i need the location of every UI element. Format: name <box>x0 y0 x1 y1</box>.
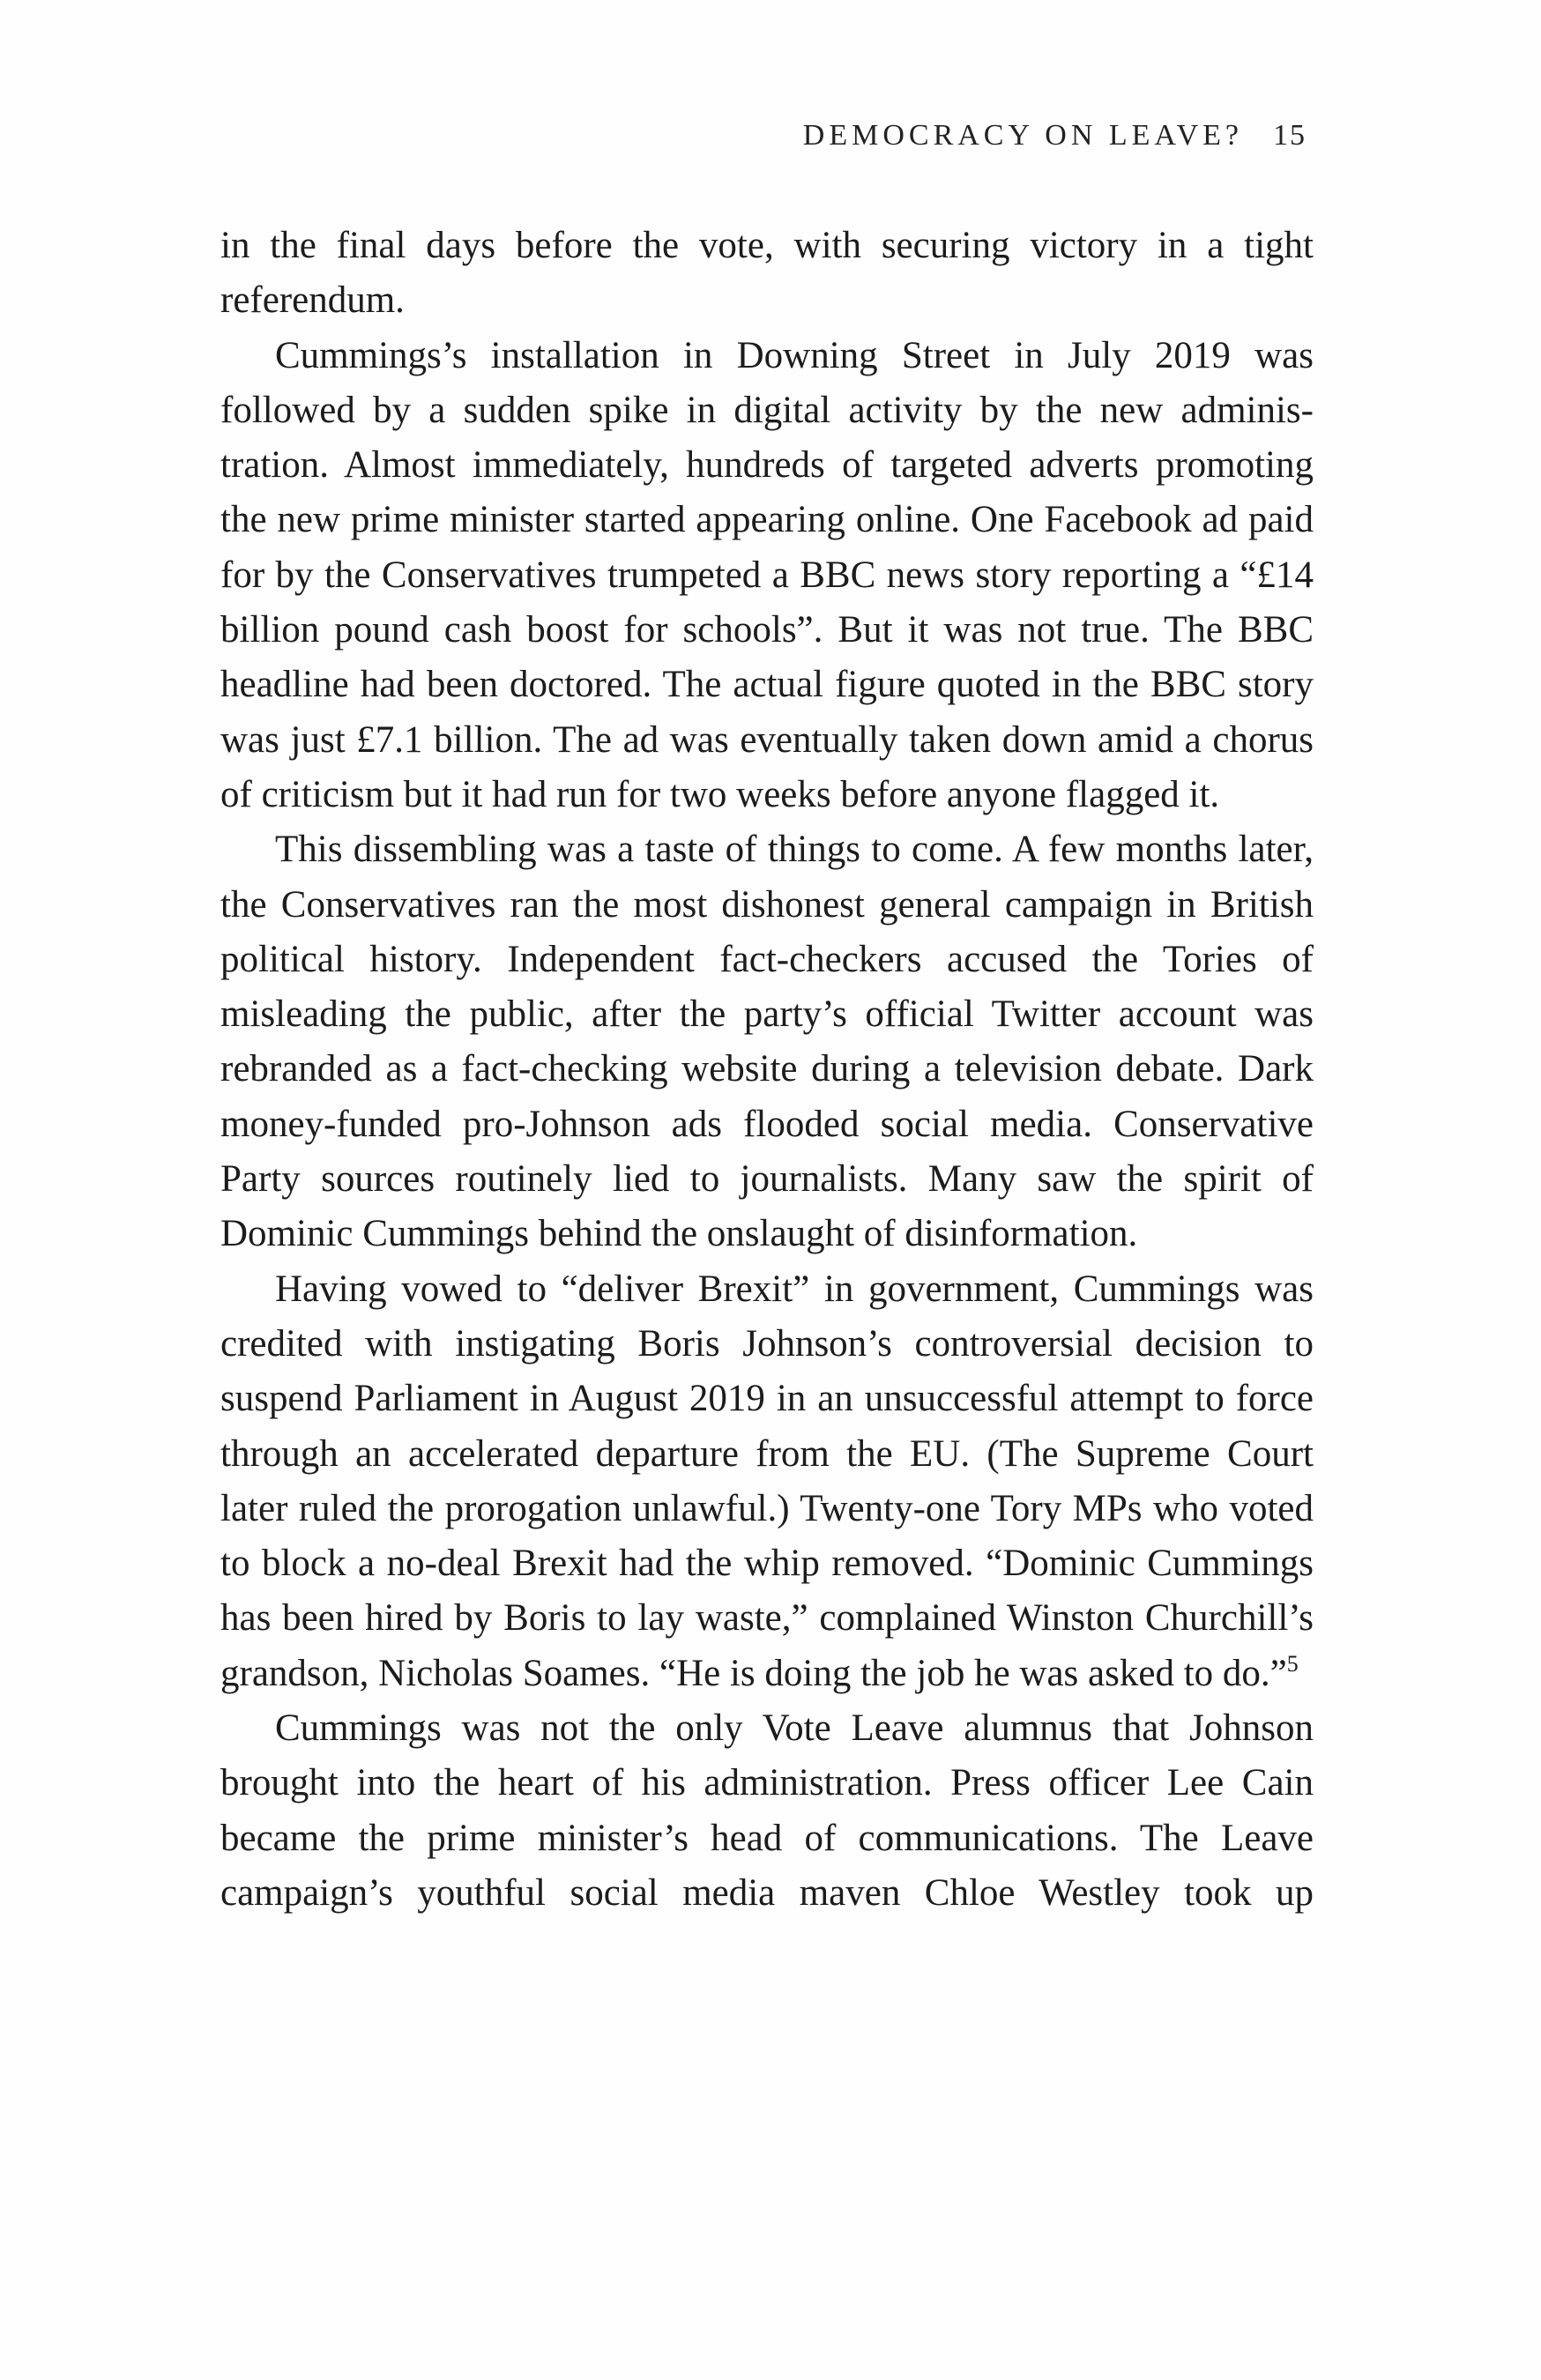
paragraph-3: This dissembling was a taste of things to come. A few months later, the Conservatives ran the most dishonest general campaign in British political history. Independent fact-checkers accused the Tories of misleading the public, after the party’s official Twitter account was rebranded as a fact-checking website during a television debate. Dark money-funded pro-Johnson ads flooded social media. Conservative Party sources routinely lied to journalists. Many saw the spirit of Dominic Cummings behind the onslaught of disinformation. <box>220 829 1314 1255</box>
running-head <box>803 119 1306 152</box>
paragraph-1: in the final days before the vote, with securing victory in a tight referendum. <box>220 225 1314 322</box>
paragraph-2: Cummings’s installation in Downing Street in July 2019 was followed by a sudden spike in digital activity by the new administration. Almost immediately, hundreds of targeted adverts promoting the new prime minister started appearing online. One Facebook ad paid for by the Conservatives trumpeted a BBC news story reporting a “£14 billion pound cash boost for schools”. But it was not true. The BBC headline had been doctored. The actual figure quoted in the BBC story was just £7.1 billion. The ad was eventually taken down amid a chorus of criticism but it had run for two weeks before anyone flagged it. <box>220 334 1314 815</box>
body-text <box>220 219 1314 1921</box>
page-number: 15 <box>1273 119 1306 152</box>
paragraph-4 <box>220 1262 1314 1701</box>
paragraph-5: Cummings was not the only Vote Leave alumnus that Johnson brought into the heart of his administration. Press officer Lee Cain became the prime minister’s head of communications. The Leave campaign’s youthful social media maven Chloe Westley took up <box>220 1707 1314 1914</box>
running-head-title: DEMOCRACY ON LEAVE? <box>802 119 1243 152</box>
footnote-marker: 5 <box>1286 1650 1299 1677</box>
paragraph-4-text: Having vowed to “deliver Brexit” in government, Cummings was credited with instigating Boris Johnson’s controversial decision to suspend Parliament in August 2019 in an unsuccessful attempt to force through an accelerated departure from the EU. (The Supreme Court later ruled the prorogation unlawful.) Twenty-one Tory MPs who voted to block a no-deal Brexit had the whip removed. “Dominic Cummings has been hired by Boris to lay waste,” complained Winston Churchill’s grandson, Nicholas Soames. “He is doing the job he was asked to do.” <box>220 1268 1314 1694</box>
